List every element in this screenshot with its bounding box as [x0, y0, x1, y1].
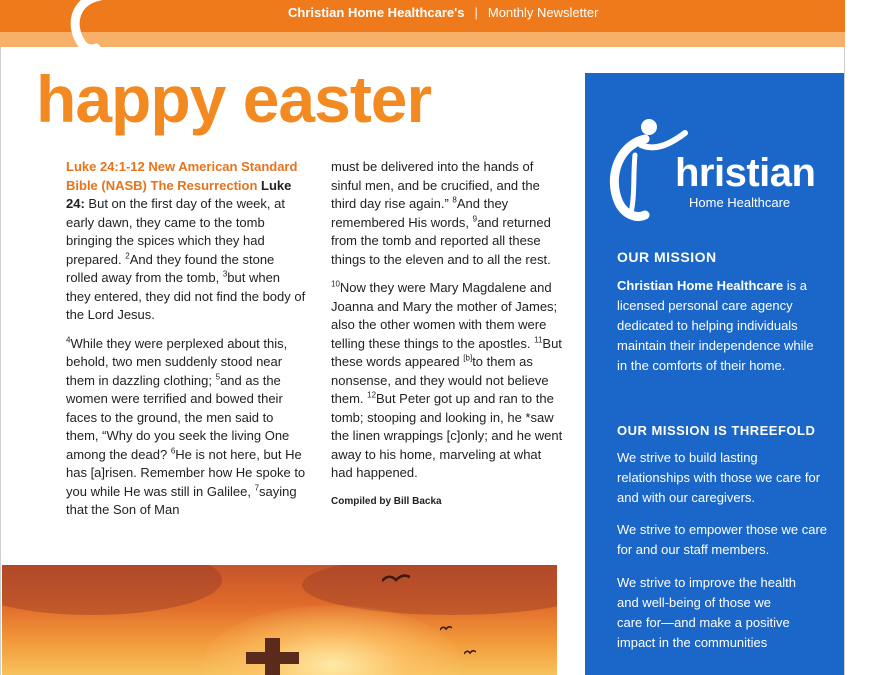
strive-item-2: We strive to empower those we care for and our staff members. [617, 522, 828, 557]
article-paragraph [66, 158, 306, 325]
verse-text: And they found the stone rolled away from the tomb, [66, 251, 275, 285]
verse-number: 8 [452, 195, 457, 205]
strive-item-3: We strive to improve the health and well-being of those we care for—and make a positive impact in the communities [617, 575, 796, 650]
sun-glow [202, 605, 462, 675]
article-column-left [66, 158, 306, 530]
verse-number: 2 [125, 251, 130, 261]
threefold-heading: OUR MISSION IS THREEFOLD [617, 423, 816, 438]
verse-text: saying that the Son of Man [66, 483, 297, 517]
mission-sidebar [585, 73, 844, 675]
verse-number: 5 [215, 372, 221, 382]
footnote-marker: [b] [463, 353, 473, 363]
header-separator: | [474, 5, 478, 20]
verse-number: 7 [254, 483, 260, 493]
strive-item-1: We strive to build lasting relationships with those we care for and with our caregivers. [617, 450, 821, 505]
mission-statement [617, 276, 827, 376]
article-paragraph [66, 335, 306, 520]
verse-text: and as the women were terrified and bowed their faces to the ground, the men said to them, “Why do you seek the living One among the dead? [66, 372, 290, 462]
verse-number: 12 [367, 390, 377, 400]
verse-number: 9 [472, 214, 478, 224]
mission-text: is a licensed personal care agency dedicated to helping individuals maintain their independence while in the comforts of their home. [617, 278, 814, 373]
verse-number: 6 [170, 446, 176, 456]
verse-text: must be delivered into the hands of sinful men, and be crucified, and the third day rise again.” [331, 159, 540, 211]
article-paragraph [331, 158, 563, 269]
bird-icon [382, 573, 410, 587]
verse-text: He is not here, but He has [a]risen. Remember how He spoke to you while He was still in Galilee, [66, 446, 306, 499]
cloud-shape [2, 565, 222, 615]
page-title: happy easter [36, 62, 432, 136]
verse-text: to them as nonsense, and they would not believe them. [331, 354, 549, 406]
verse-text: But on the first day of the week, at early dawn, they came to the tomb bringing the spices which they had prepared. [66, 196, 285, 267]
verse-text: While they were perplexed about this, behold, two men suddenly stood near them in dazzling clothing; [66, 335, 288, 388]
verse-text: But Peter got up and ran to the tomb; stooping and looking in, he *saw the linen wrappings [c]only; and he went away to his home, marveling at what had happened. [331, 391, 563, 480]
article-column-right [331, 158, 563, 511]
scripture-reference: Luke 24:1-12 New American Standard Bible (NASB) The Resurrection [66, 159, 298, 193]
verse-text: And they remembered His words, [331, 196, 509, 230]
logo-wordmark: hristian [675, 151, 816, 195]
article-credit: Compiled by Bill Backa [331, 495, 442, 507]
header-brand: Christian Home Healthcare's [288, 5, 465, 20]
header-section: Monthly Newsletter [487, 5, 599, 20]
logo-subtitle: Home Healthcare [689, 195, 791, 210]
scripture-short-ref: Luke 24: [66, 177, 292, 211]
verse-number: 10 [331, 279, 340, 289]
article-paragraph [331, 279, 563, 483]
mission-heading: OUR MISSION [617, 249, 717, 265]
verse-text: and returned from the tomb and reported all these things to the eleven and to all the rest. [331, 214, 551, 267]
verse-number: 11 [534, 335, 543, 345]
swoosh-logo-mark-icon [62, 0, 132, 50]
verse-number: 3 [222, 269, 228, 279]
bird-icon [440, 625, 452, 633]
verse-number: 4 [66, 335, 71, 345]
verse-text: But these words appeared [331, 335, 562, 369]
bird-icon [464, 649, 476, 657]
christian-home-healthcare-logo [605, 115, 825, 225]
newsletter-header [288, 5, 598, 20]
verse-text: Now they were Mary Magdalene and Joanna and Mary the mother of James; also the other women with them were telling these things to the apostles. [331, 280, 558, 351]
cross-beam [246, 652, 299, 664]
easter-sunrise-image [2, 565, 557, 675]
verse-text: but when they entered, they did not find the body of the Lord Jesus. [66, 270, 306, 322]
mission-org-name: Christian Home Healthcare [617, 278, 784, 293]
